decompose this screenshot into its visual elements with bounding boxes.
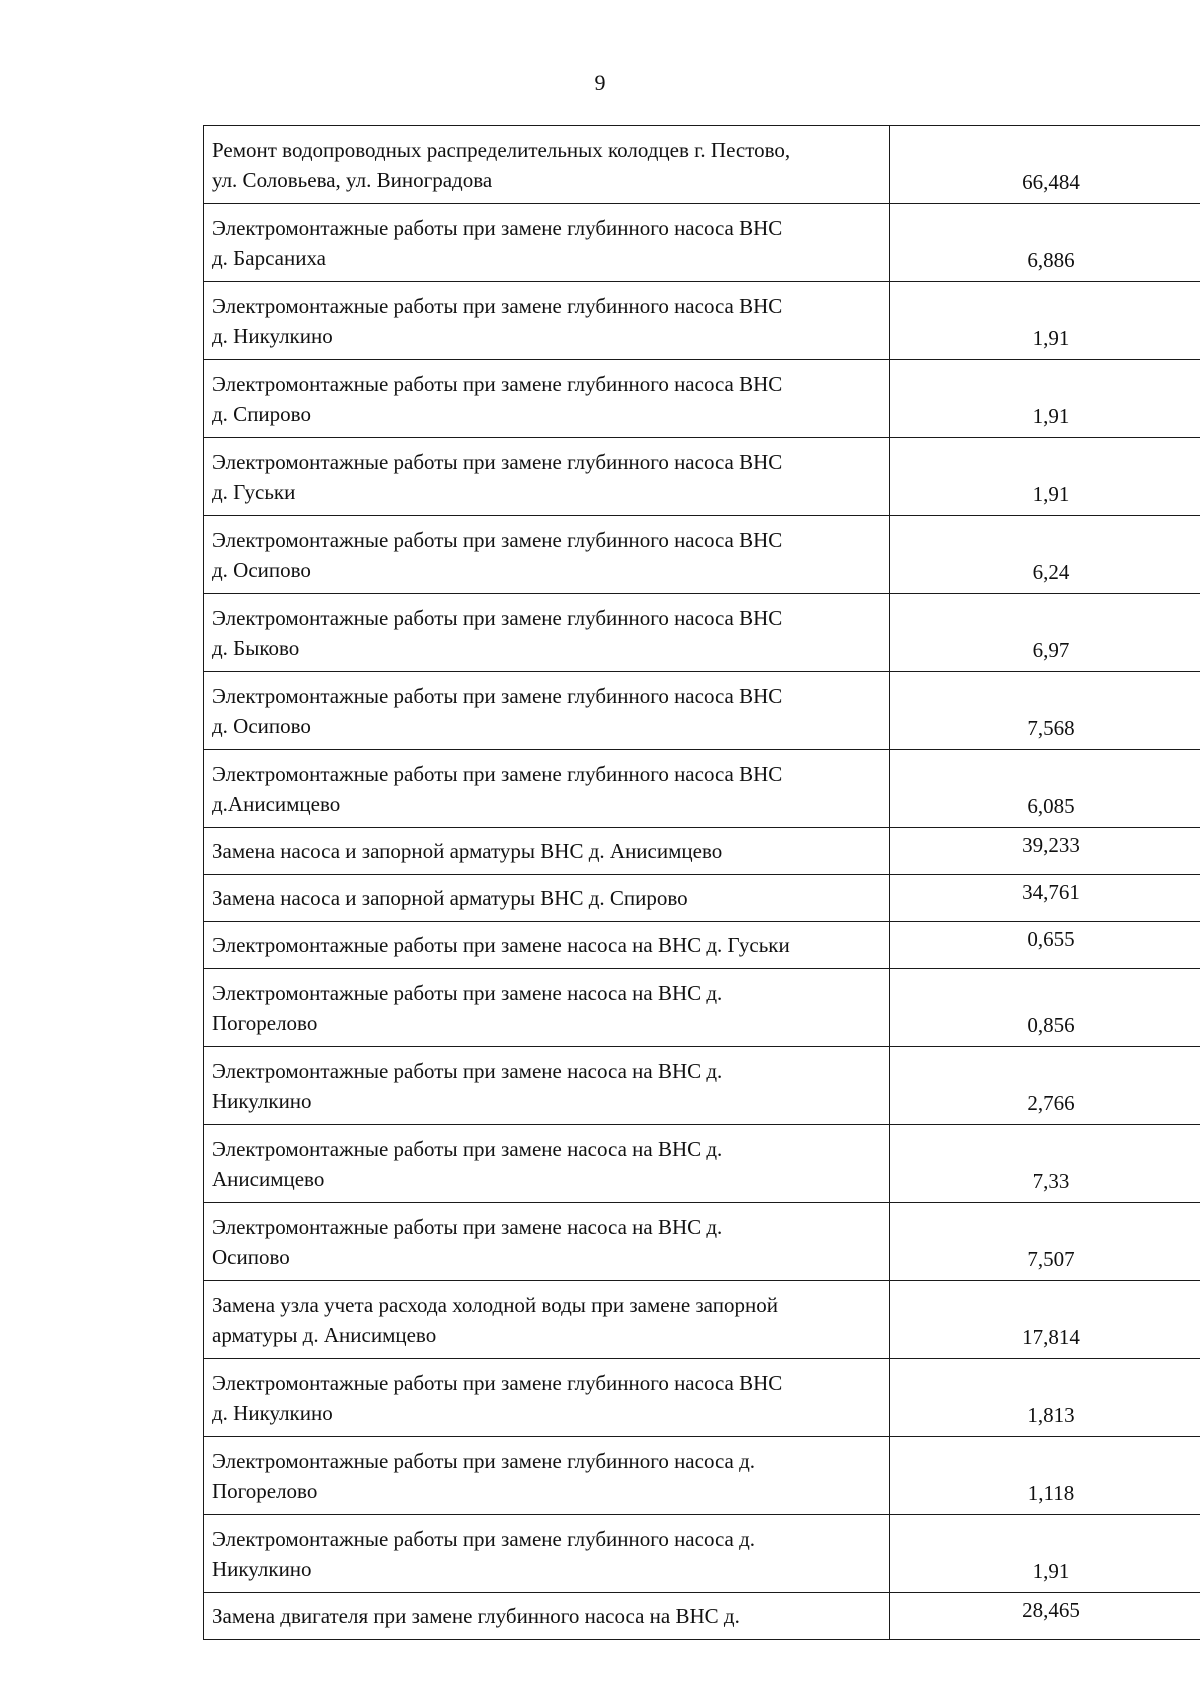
table-row: [204, 828, 1200, 875]
table-row: [204, 282, 1200, 360]
work-cost-cell: 6,886: [890, 204, 1200, 282]
table-row: [204, 1515, 1200, 1593]
work-cost-cell: 0,655: [890, 922, 1200, 969]
work-description-line: Электромонтажные работы при замене насоса на ВНС д.: [212, 980, 723, 1005]
table-row: [204, 1125, 1200, 1203]
work-description-line: Электромонтажные работы при замене насоса на ВНС д.: [212, 1058, 723, 1083]
work-cost-cell: 1,118: [890, 1437, 1200, 1515]
work-description-cell: [204, 969, 890, 1047]
table-row: [204, 875, 1200, 922]
table-row: [204, 1359, 1200, 1437]
table-row: [204, 516, 1200, 594]
work-description-line: Электромонтажные работы при замене глубинного насоса д.: [212, 1526, 756, 1551]
work-cost-cell: 1,813: [890, 1359, 1200, 1437]
work-description-line: Электромонтажные работы при замене глубинного насоса ВНС: [212, 293, 783, 318]
work-cost-cell: 1,91: [890, 1515, 1200, 1593]
work-description-cell: [204, 126, 890, 204]
work-description-cell: [204, 516, 890, 594]
work-description-line: Погорелово: [212, 1478, 318, 1503]
work-description-line: Электромонтажные работы при замене глубинного насоса ВНС: [212, 683, 783, 708]
table-row: [204, 969, 1200, 1047]
table-row: [204, 1281, 1200, 1359]
work-cost-cell: 1,91: [890, 438, 1200, 516]
work-cost-cell: 1,91: [890, 282, 1200, 360]
work-description-line: Никулкино: [212, 1556, 312, 1581]
work-cost-cell: 0,856: [890, 969, 1200, 1047]
work-description-cell: [204, 1593, 890, 1640]
work-description-cell: [204, 1437, 890, 1515]
work-cost-cell: 17,814: [890, 1281, 1200, 1359]
work-description-line: д. Осипово: [212, 557, 311, 582]
work-description-cell: [204, 594, 890, 672]
work-description-cell: [204, 438, 890, 516]
table-row: [204, 438, 1200, 516]
work-description-line: д. Быково: [212, 635, 300, 660]
work-cost-cell: 7,33: [890, 1125, 1200, 1203]
work-description-line: Погорелово: [212, 1010, 318, 1035]
table-row: [204, 672, 1200, 750]
work-description-line: Замена насоса и запорной арматуры ВНС д. Спирово: [212, 886, 688, 910]
work-description-line: арматуры д. Анисимцево: [212, 1322, 437, 1347]
work-description-cell: [204, 1125, 890, 1203]
table-row: [204, 922, 1200, 969]
work-description-line: Электромонтажные работы при замене глубинного насоса ВНС: [212, 449, 783, 474]
work-description-line: Замена двигателя при замене глубинного насоса на ВНС д.: [212, 1604, 740, 1628]
work-description-line: Анисимцево: [212, 1166, 325, 1191]
work-description-line: Электромонтажные работы при замене глубинного насоса ВНС: [212, 605, 783, 630]
work-description-line: Электромонтажные работы при замене насоса на ВНС д. Гуськи: [212, 933, 790, 957]
work-description-line: Электромонтажные работы при замене глубинного насоса ВНС: [212, 1370, 783, 1395]
work-description-line: ул. Соловьева, ул. Виноградова: [212, 167, 493, 192]
work-description-line: Электромонтажные работы при замене глубинного насоса ВНС: [212, 371, 783, 396]
work-description-cell: [204, 750, 890, 828]
work-description-line: Никулкино: [212, 1088, 312, 1113]
work-description-cell: [204, 875, 890, 922]
page-number: 9: [594, 70, 606, 95]
work-description-line: Замена узла учета расхода холодной воды при замене запорной: [212, 1292, 778, 1317]
work-description-cell: [204, 1359, 890, 1437]
work-cost-cell: 39,233: [890, 828, 1200, 875]
work-description-line: д. Барсаниха: [212, 245, 326, 270]
table-row: [204, 1203, 1200, 1281]
work-description-line: Электромонтажные работы при замене глубинного насоса ВНС: [212, 215, 783, 240]
work-cost-cell: 28,465: [890, 1593, 1200, 1640]
table-row: [204, 126, 1200, 204]
work-description-line: д.Анисимцево: [212, 791, 341, 816]
works-table: [203, 125, 1200, 1640]
table-row: [204, 1437, 1200, 1515]
work-description-cell: [204, 672, 890, 750]
work-description-cell: [204, 360, 890, 438]
work-description-line: д. Никулкино: [212, 323, 333, 348]
work-description-cell: [204, 1281, 890, 1359]
work-description-line: Электромонтажные работы при замене глубинного насоса д.: [212, 1448, 756, 1473]
work-cost-cell: 34,761: [890, 875, 1200, 922]
work-description-cell: [204, 1047, 890, 1125]
work-description-line: Осипово: [212, 1244, 290, 1269]
work-description-line: Электромонтажные работы при замене насоса на ВНС д.: [212, 1136, 723, 1161]
work-description-line: Замена насоса и запорной арматуры ВНС д. Анисимцево: [212, 839, 723, 863]
work-cost-cell: 1,91: [890, 360, 1200, 438]
work-cost-cell: 6,97: [890, 594, 1200, 672]
table-row: [204, 750, 1200, 828]
work-description-cell: [204, 828, 890, 875]
work-cost-cell: 6,085: [890, 750, 1200, 828]
table-row: [204, 594, 1200, 672]
work-description-cell: [204, 1515, 890, 1593]
table-row: [204, 1047, 1200, 1125]
work-description-cell: [204, 282, 890, 360]
work-description-line: Электромонтажные работы при замене насоса на ВНС д.: [212, 1214, 723, 1239]
table-row: [204, 204, 1200, 282]
work-description-cell: [204, 204, 890, 282]
work-cost-cell: 2,766: [890, 1047, 1200, 1125]
work-description-line: д. Спирово: [212, 401, 311, 426]
work-description-line: Электромонтажные работы при замене глубинного насоса ВНС: [212, 527, 783, 552]
work-description-line: д. Никулкино: [212, 1400, 333, 1425]
works-table-body: [204, 126, 1200, 1640]
work-description-cell: [204, 1203, 890, 1281]
work-cost-cell: 7,568: [890, 672, 1200, 750]
work-description-line: Ремонт водопроводных распределительных колодцев г. Пестово,: [212, 137, 791, 162]
work-description-cell: [204, 922, 890, 969]
work-description-line: Электромонтажные работы при замене глубинного насоса ВНС: [212, 761, 783, 786]
work-cost-cell: 66,484: [890, 126, 1200, 204]
work-cost-cell: 6,24: [890, 516, 1200, 594]
work-cost-cell: 7,507: [890, 1203, 1200, 1281]
work-description-line: д. Гуськи: [212, 479, 296, 504]
work-description-line: д. Осипово: [212, 713, 311, 738]
table-row: [204, 360, 1200, 438]
table-row: [204, 1593, 1200, 1640]
